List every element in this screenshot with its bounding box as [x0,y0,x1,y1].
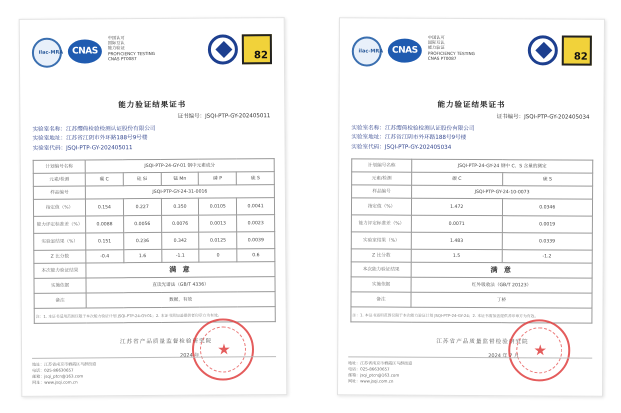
accreditation-text: 中国认可 国际互认 能力验证 PROFICIENCY TESTING CNAS PT0087 [107,35,156,62]
yellow-seal-icon: 82 [562,35,592,65]
yellow-seal-icon: 82 [242,34,272,64]
issuer-name: 江苏省产品质量监督检验研究院 [436,338,529,346]
table-row: 实验室结果（%） 1.483 0.0339 [351,232,592,250]
verdict: 满 意 [411,262,592,278]
lab-address: 实验室地址：江苏省江阴市外环路188号9号楼 [351,134,467,142]
results-table: 计划编号名称 JSQI-PTP-24-GY-24 钢中 C、S 含量的测定 元素/检测 碳 C 硫 S 样品编号 JSQI-PTP-GY-24-10-0073 指定值（%） 1.472 0.0346 能力评定标准差（%） 0.0071 0.0019 实验室结果（%） 1.483 0.0339 Z 比分数 1.5 -1.2 本次能力验证结果 满 意 实施依据 红外吸收法（GB/T 20123） 备注 丁桥 注：1. 本证书适用范围仅限于本次能力验证计划 JSQI-PTP-24-GY-24；2. 本证书需加盖提供者印章方为有效。 [350,158,593,323]
table-row: 实验室结果（%） 0.151 0.236 0.342 0.0125 0.0039 [34,232,275,251]
logo-row [350,32,594,77]
certificate-number: 证书编号：JSQI-PTP-GY-202405034 [496,114,590,121]
issuer-name: 江苏省产品质量监督检验研究院 [119,338,213,346]
footer: 地址：江苏省南京市栖霞区马群街道 电话：025-86630657 邮箱：jsqi_ptcn@163.com 网址：www.jsqi.com.cn [32,356,276,386]
ilac-mra-logo-icon: ilac-MRA [32,38,62,68]
lab-name: 实验室名称：江苏缨倚检验检测认证股份有限公司 [351,125,475,133]
table-row: Z 比分数 1.5 -1.2 [351,249,592,263]
table-row: 指定值（%） 0.154 0.227 0.350 0.0105 0.0041 [33,198,274,217]
lab-name: 实验室名称：江苏缨倚检验检测认证股份有限公司 [32,125,156,133]
certificate-title: 能力验证结果证书 [437,99,506,110]
lab-address: 实验室地址：江苏省江阴市外环路188号9号楼 [32,135,148,143]
certificate-title: 能力验证结果证书 [118,99,187,110]
certificate-right [337,17,605,396]
table-row: Z 比分数 -0.4 1.6 -1.1 0 0.6 [34,249,275,264]
lab-code: 实验室代码：JSQI-PTP-GY-202405034 [351,143,452,151]
certificate-number: 证书编号：JSQI-PTP-GY-202405011 [177,113,271,120]
lab-code: 实验室代码：JSQI-PTP-GY-202405011 [32,144,133,152]
footer: 地址：江苏省南京市栖霞区马群街道 电话：025-86630657 邮箱：jsqi_ptcn@163.com 网址：www.jsqi.com.cn [348,356,592,385]
blue-seal-icon [528,35,558,65]
certificate-left [19,17,288,397]
table-row: 能力评定标准差（%） 0.0071 0.0019 [351,215,592,233]
logo-row [30,32,274,78]
verdict: 满 意 [86,262,275,278]
cnas-logo-icon: CNAS [388,39,422,63]
accreditation-text: 中国认可 国际互认 能力验证 PROFICIENCY TESTING CNAS PT0087 [427,34,475,61]
cnas-logo-icon: CNAS [68,39,102,63]
results-table: 计划编号名称 JSQI-PTP-24-GY-01 钢中元素成分 元素/检测 碳 C 硅 Si 锰 Mn 磷 P 硫 S 样品编号 JSQI-PTP-GY-24-31-0016 指定值（%） 0.154 0.227 0.350 0.0105 0.0041 能力评定标准差（%） 0.0088 0.0056 0.0076 0.0013 0.0023 实验室结果（%） 0.151 0.236 0.342 0.0125 0.0039 Z 比分数 -0.4 1.6 -1.1 0 0.6 本次能力验证结果 满 意 实施依据 直读光谱法（GB/T 4336） 备注 数据，有效 注：1. 本证书适用范围仅限于本次能力验证计划 JSQI-PTP-24-GY-01；2. 本证书需加盖提供者印章方为有效。 [33,158,276,324]
lab-info [351,124,591,153]
table-row: 指定值（%） 1.472 0.0346 [351,198,592,216]
blue-seal-icon [208,34,238,64]
issue-date: 2024 年 [180,352,200,359]
issue-date: 2024 年 7 月 [488,353,519,360]
ilac-mra-logo-icon: ilac-MRA [352,36,382,66]
table-row: 能力评定标准差（%） 0.0088 0.0056 0.0076 0.0013 0.0023 [34,215,275,234]
lab-info [32,124,272,154]
